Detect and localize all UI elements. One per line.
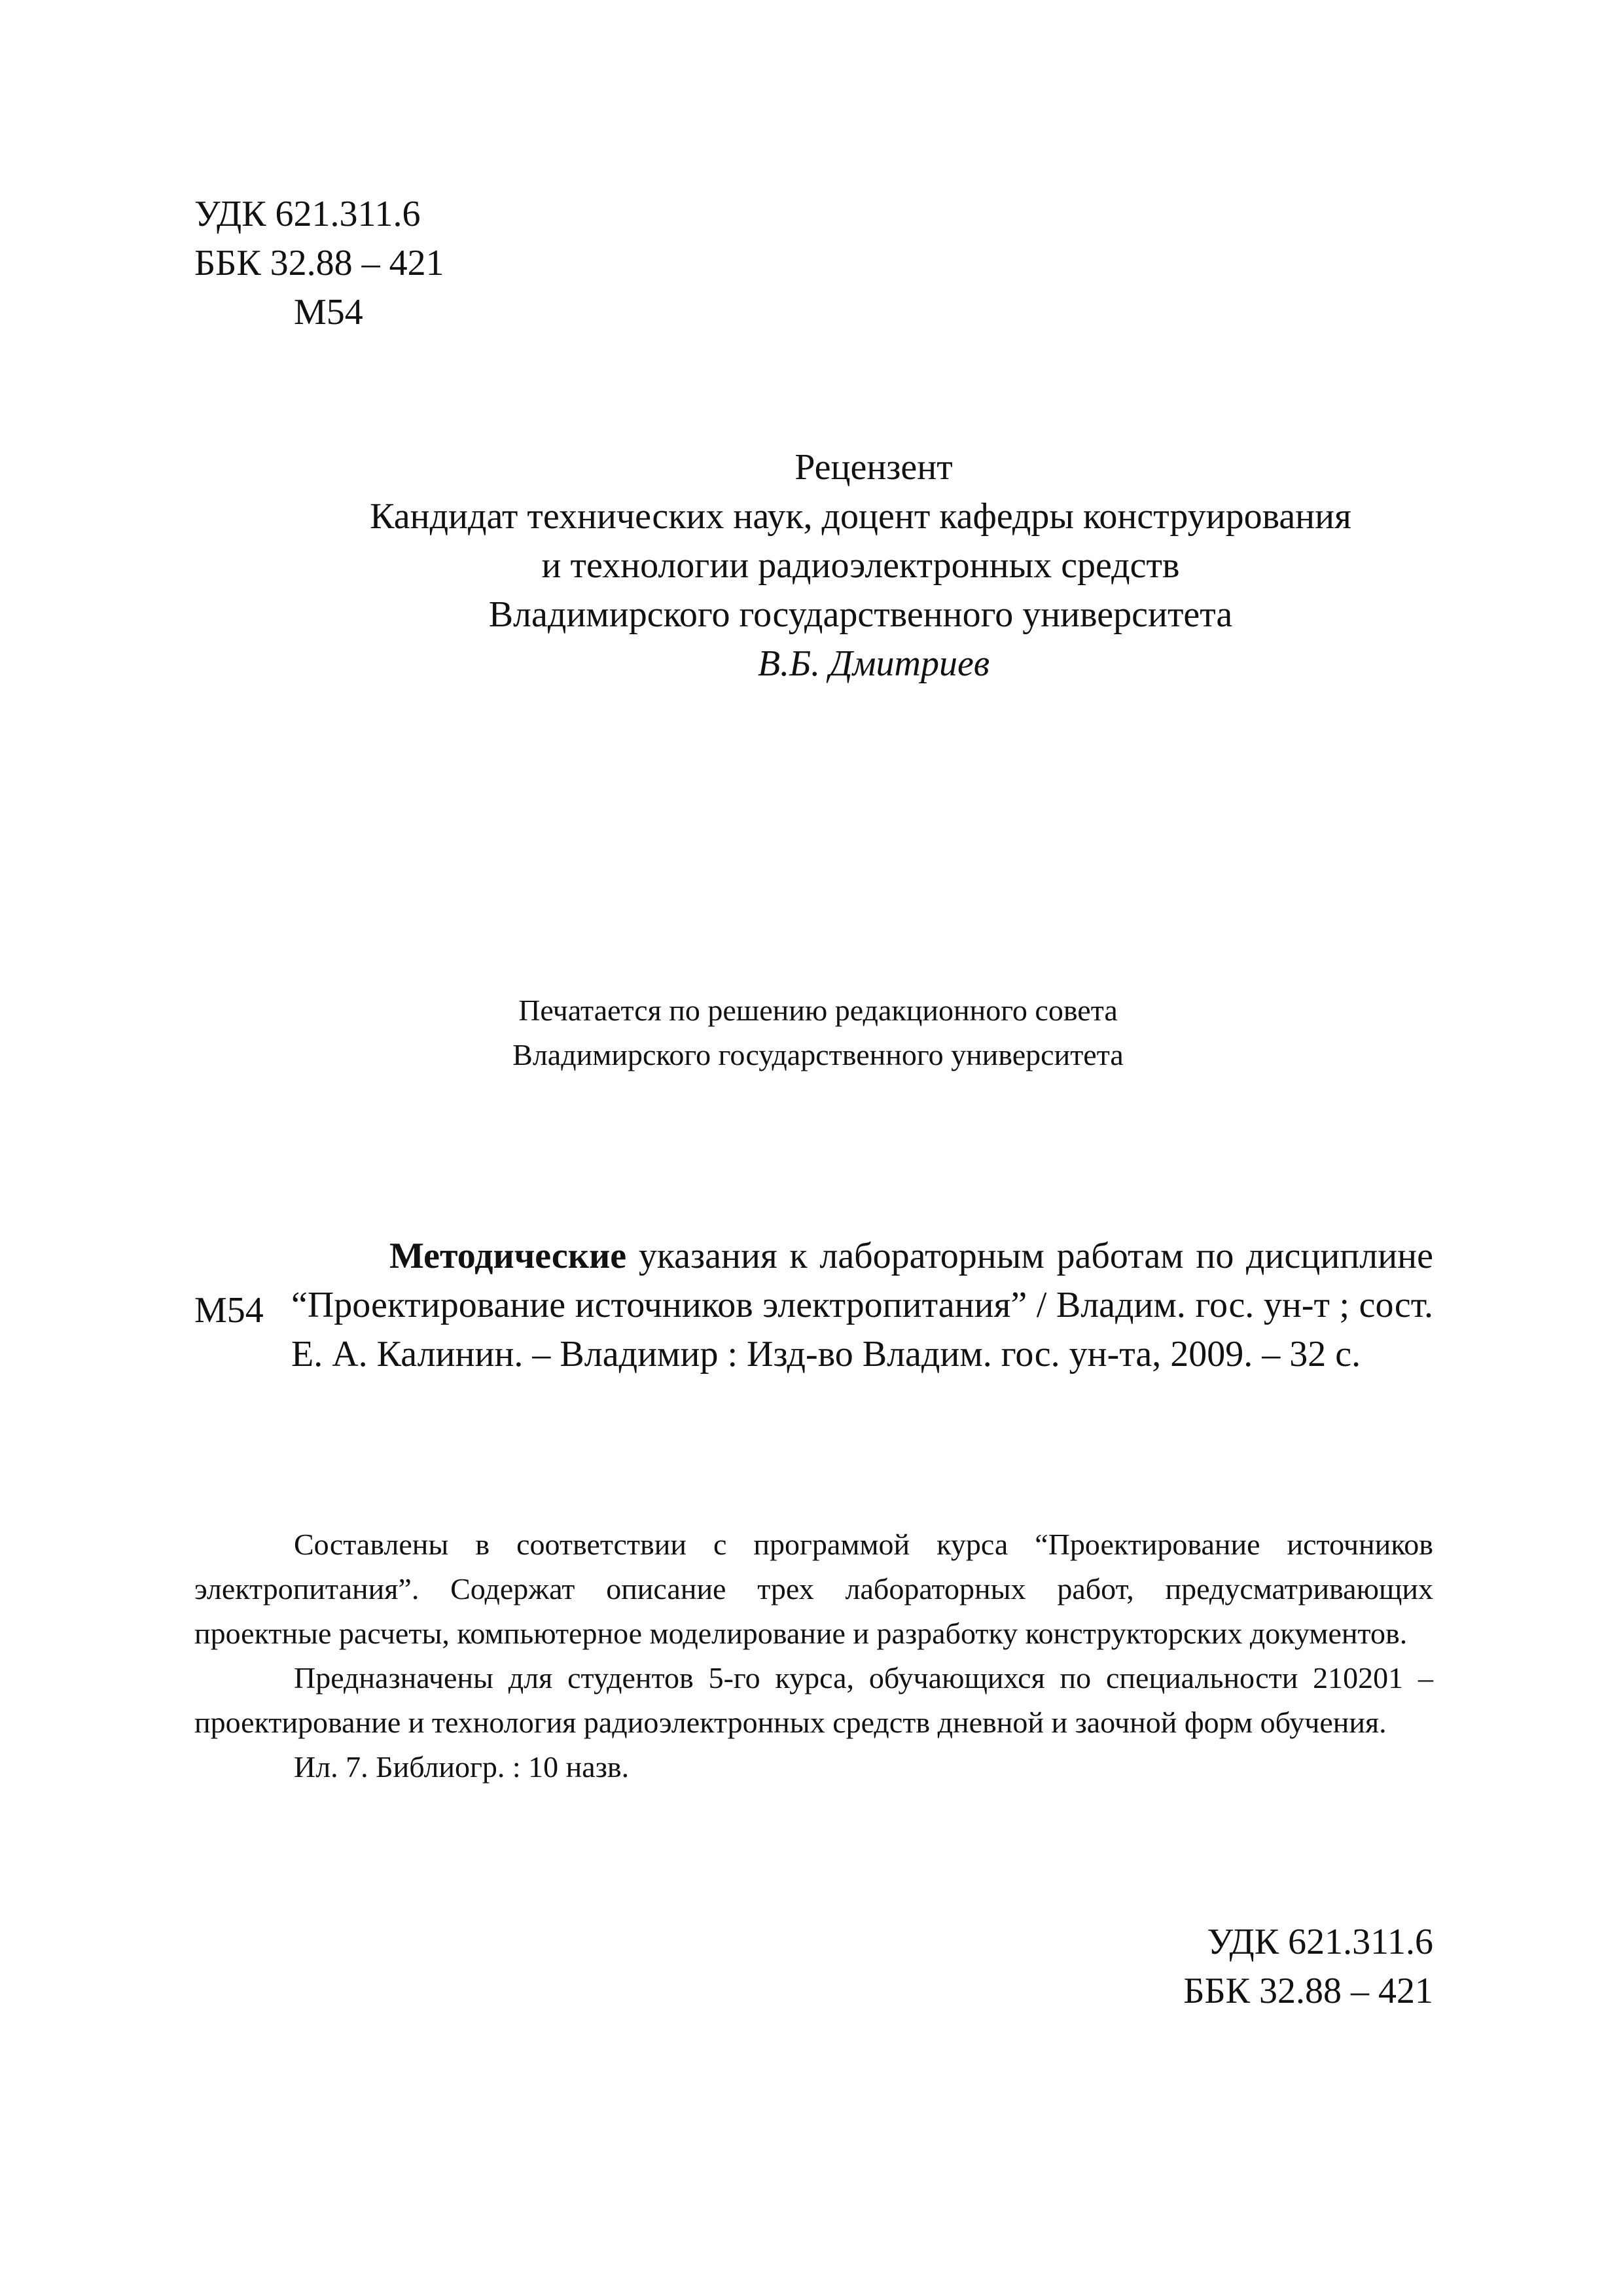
udk-code-bottom: УДК 621.311.6	[1207, 1922, 1433, 1962]
classification-top	[194, 190, 444, 337]
printed-by-block	[393, 988, 1243, 1077]
biblio-author-mark: М54	[194, 1290, 264, 1331]
reviewer-line-3: Владимирского государственного университета	[488, 594, 1233, 635]
reviewer-block	[262, 443, 1459, 689]
reviewer-heading: Рецензент	[794, 447, 953, 488]
author-mark: М54	[294, 292, 363, 332]
bibliographic-record	[291, 1232, 1433, 1379]
classification-bottom	[1183, 1918, 1433, 2016]
bibliographic-rest: указания к лабораторным работам по дисциплине “Проектирование источников электропитания” / Владим. гос. ун-т ; сост. Е. А. Калинин. – Владимир : Изд-во Владим. гос. ун-та, 2009. – 32 с.	[291, 1236, 1433, 1374]
bibliographic-title: Методические	[389, 1236, 627, 1276]
annotation	[194, 1522, 1433, 1789]
udk-code: УДК 621.311.6	[194, 194, 421, 234]
annotation-paragraph-2: Предназначены для студентов 5-го курса, обучающихся по специальности 210201 – проектирование и технология радиоэлектронных средств дневной и заочной форм обучения.	[194, 1661, 1433, 1739]
bibliographic-text	[291, 1232, 1433, 1379]
annotation-paragraph-3: Ил. 7. Библиогр. : 10 назв.	[294, 1750, 630, 1784]
reviewer-line-1: Кандидат технических наук, доцент кафедры конструирования	[370, 496, 1351, 537]
reviewer-name: В.Б. Дмитриев	[757, 643, 990, 684]
printed-by-line-1: Печатается по решению редакционного совета	[518, 994, 1118, 1027]
reviewer-line-2: и технологии радиоэлектронных средств	[541, 545, 1180, 586]
printed-by-line-2: Владимирского государственного университета	[512, 1038, 1124, 1071]
bbk-code-bottom: ББК 32.88 – 421	[1183, 1971, 1433, 2011]
bbk-code: ББК 32.88 – 421	[194, 243, 444, 283]
annotation-paragraph-1: Составлены в соответствии с программой курса “Проектирование источников электропитания”. Содержат описание трех лабораторных работ, предусматривающих проектные расчеты, компьютерное моделирование и разработку конструкторских документов.	[194, 1528, 1433, 1650]
